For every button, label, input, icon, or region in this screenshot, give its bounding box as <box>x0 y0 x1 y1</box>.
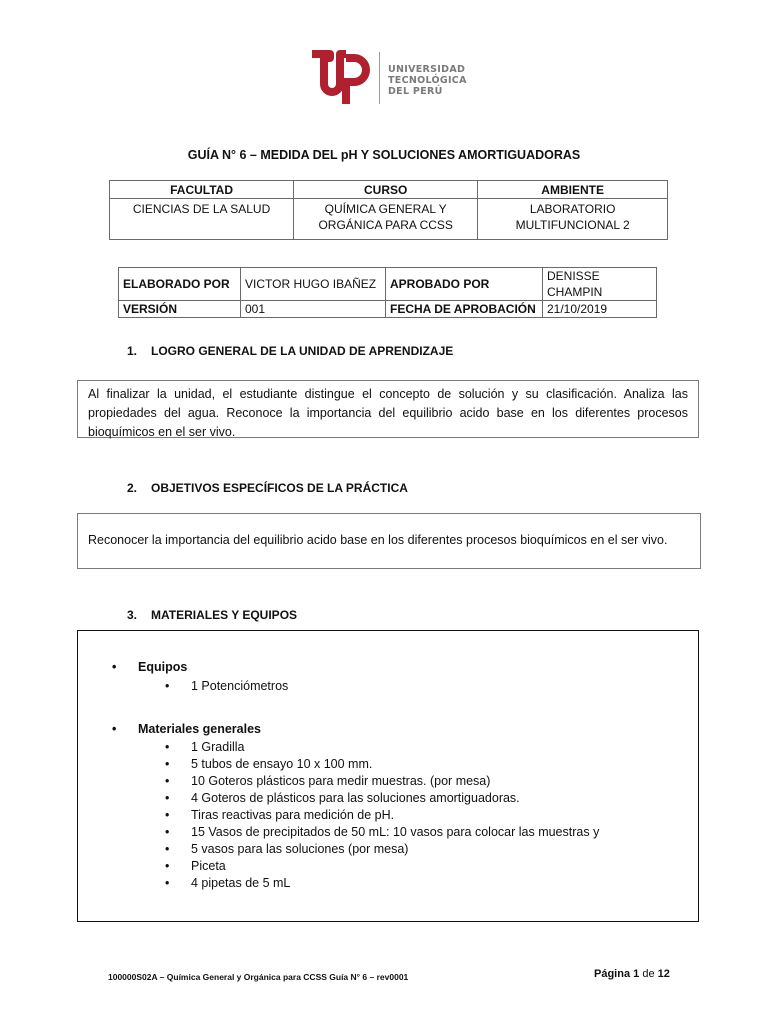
list-item: • Materiales generales <box>112 722 261 736</box>
value-aprobado: DENISSE CHAMPIN <box>543 268 657 301</box>
bullet-icon: • <box>165 774 170 788</box>
label-version: VERSIÓN <box>119 301 241 318</box>
label-elaborado: ELABORADO POR <box>119 268 241 301</box>
bullet-icon: • <box>165 859 170 873</box>
document-meta-table <box>118 267 657 318</box>
table-row <box>119 268 657 301</box>
footer-document-code: 100000S02A – Química General y Orgánica para CCSS Guía N° 6 – rev0001 <box>108 972 409 982</box>
header-ambiente: AMBIENTE <box>478 181 668 199</box>
logo-wordmark: UNIVERSIDAD TECNOLÓGICA DEL PERÚ <box>388 64 467 97</box>
section-2-heading: 2. OBJETIVOS ESPECÍFICOS DE LA PRÁCTICA <box>127 481 408 495</box>
section-1-box: Al finalizar la unidad, el estudiante distingue el concepto de solución y su clasificación. Analiza las propiedades del agua. Reconoce la importancia del equilibrio acido base en los diferentes procesos bioquímicos en el ser vivo. <box>77 380 699 438</box>
footer-page-number: Página 1 de 12 <box>594 968 670 980</box>
value-ambiente: LABORATORIO MULTIFUNCIONAL 2 <box>478 199 668 240</box>
bullet-icon: • <box>165 757 170 771</box>
bullet-icon: • <box>112 660 117 674</box>
value-elaborado: VICTOR HUGO IBAÑEZ <box>241 268 386 301</box>
bullet-icon: • <box>165 679 170 693</box>
list-item: • Piceta <box>165 859 226 873</box>
bullet-icon: • <box>165 808 170 822</box>
list-item: • 4 Goteros de plásticos para las soluciones amortiguadoras. <box>165 791 520 805</box>
label-aprobado: APROBADO POR <box>386 268 543 301</box>
section-2-body: Reconocer la importancia del equilibrio acido base en los diferentes procesos bioquímicos en el ser vivo. <box>88 533 668 547</box>
utp-logo-icon <box>310 50 372 108</box>
value-fecha: 21/10/2019 <box>543 301 657 318</box>
document-title: GUÍA N° 6 – MEDIDA DEL pH Y SOLUCIONES AMORTIGUADORAS <box>187 148 581 162</box>
course-info-table <box>109 180 668 240</box>
table-row <box>119 301 657 318</box>
label-fecha: FECHA DE APROBACIÓN <box>386 301 543 318</box>
list-item: • 4 pipetas de 5 mL <box>165 876 291 890</box>
table-row <box>110 199 668 240</box>
header-curso: CURSO <box>294 181 478 199</box>
bullet-icon: • <box>165 740 170 754</box>
bullet-icon: • <box>165 876 170 890</box>
list-item: • Tiras reactivas para medición de pH. <box>165 808 395 822</box>
list-item: • 15 Vasos de precipitados de 50 mL: 10 vasos para colocar las muestras y <box>165 825 600 839</box>
university-logo <box>310 50 480 110</box>
bullet-icon: • <box>165 791 170 805</box>
section-1-heading: 1. LOGRO GENERAL DE LA UNIDAD DE APRENDIZAJE <box>127 344 454 358</box>
value-version: 001 <box>241 301 386 318</box>
table-header-row <box>110 181 668 199</box>
bullet-icon: • <box>112 722 117 736</box>
section-2-box <box>77 513 701 569</box>
logo-divider <box>379 52 380 104</box>
value-facultad: CIENCIAS DE LA SALUD <box>110 199 294 240</box>
list-item: • 1 Potenciómetros <box>165 679 289 693</box>
list-item: • 5 vasos para las soluciones (por mesa) <box>165 842 409 856</box>
bullet-icon: • <box>165 842 170 856</box>
list-item: • Equipos <box>112 660 188 674</box>
list-item: • 10 Goteros plásticos para medir muestras. (por mesa) <box>165 774 491 788</box>
header-facultad: FACULTAD <box>110 181 294 199</box>
list-item: • 1 Gradilla <box>165 740 245 754</box>
materials-box <box>77 630 699 922</box>
bullet-icon: • <box>165 825 170 839</box>
section-3-heading: 3. MATERIALES Y EQUIPOS <box>127 608 298 622</box>
list-item: • 5 tubos de ensayo 10 x 100 mm. <box>165 757 373 771</box>
value-curso: QUÍMICA GENERAL Y ORGÁNICA PARA CCSS <box>294 199 478 240</box>
